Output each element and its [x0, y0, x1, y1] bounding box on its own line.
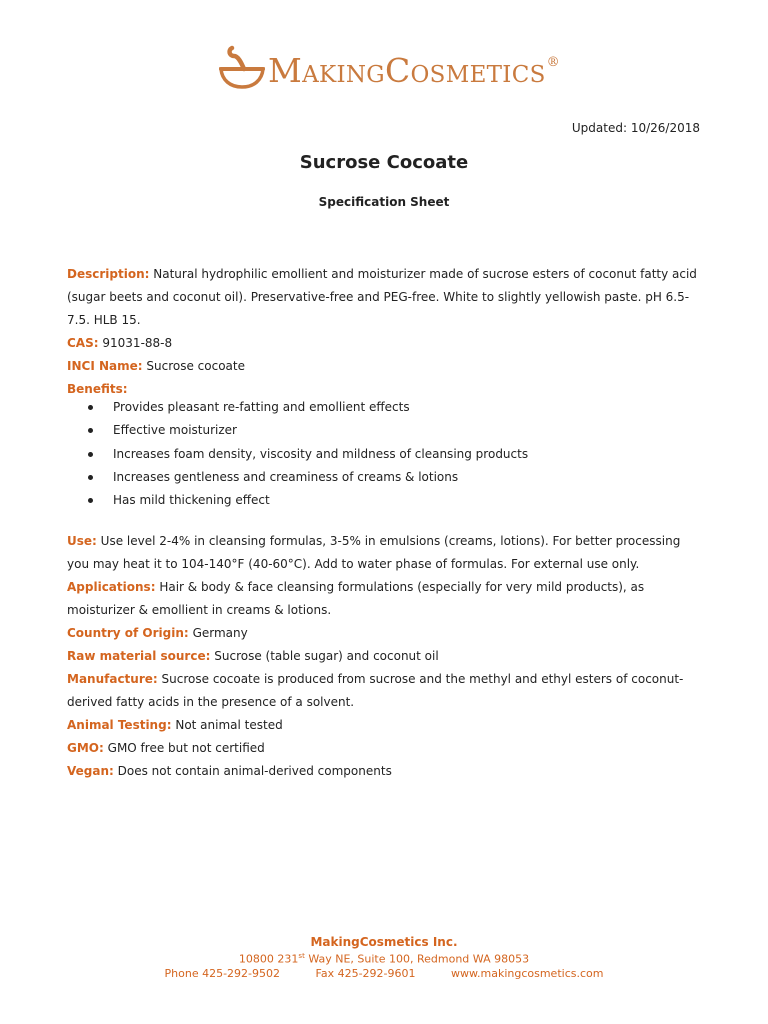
list-item: Provides pleasant re-fatting and emollient effects — [88, 396, 528, 419]
inci-label: INCI Name: — [67, 359, 143, 373]
footer-phone: Phone 425-292-9502 — [164, 966, 281, 980]
use-text: Use level 2-4% in cleansing formulas, 3-5% in emulsions (creams, lotions). For better processing you may heat it to 104-140°F (40-60°C). Add to water phase of formulas. For external use only. — [67, 534, 681, 571]
registered-mark: ® — [546, 55, 560, 70]
footer-fax: Fax 425-292-9601 — [315, 966, 416, 980]
gmo-label: GMO: — [67, 741, 104, 755]
benefits-label: Benefits: — [67, 382, 128, 396]
applications-text: Hair & body & face cleansing formulations (especially for very mild products), as moisturizer & emollient in creams & lotions. — [67, 580, 645, 617]
raw-source-label: Raw material source: — [67, 649, 211, 663]
animal-testing-block — [67, 714, 701, 737]
page-footer — [0, 935, 768, 981]
cas-label: CAS: — [67, 336, 99, 350]
footer-address: 10800 231st Way NE, Suite 100, Redmond WA 98053 — [238, 952, 530, 966]
animal-testing-label: Animal Testing: — [67, 718, 172, 732]
footer-website-link[interactable]: www.makingcosmetics.com — [451, 966, 604, 980]
gmo-block — [67, 737, 701, 760]
bullet-icon — [88, 498, 93, 503]
gmo-text: GMO free but not certified — [107, 741, 265, 755]
footer-contacts — [0, 967, 768, 981]
vegan-label: Vegan: — [67, 764, 114, 778]
manufacture-label: Manufacture: — [67, 672, 158, 686]
description-text: Natural hydrophilic emollient and moisturizer made of sucrose esters of coconut fatty acid (sugar beets and coconut oil). Preservative-free and PEG-free. White to slightly yellowish paste. pH 6.5-7.5. HLB 15. — [67, 267, 697, 327]
spec-intro — [67, 263, 701, 401]
applications-block — [67, 576, 701, 622]
manufacture-block — [67, 668, 701, 714]
vegan-block — [67, 760, 701, 783]
manufacture-text: Sucrose cocoate is produced from sucrose and the methyl and ethyl esters of coconut-derived fatty acids in the presence of a solvent. — [67, 672, 684, 709]
company-logo — [218, 40, 560, 90]
benefits-list — [88, 396, 528, 512]
spec-details — [67, 530, 701, 783]
cas-block — [67, 332, 701, 355]
vegan-text: Does not contain animal-derived components — [117, 764, 392, 778]
inci-text: Sucrose cocoate — [146, 359, 245, 373]
bullet-icon — [88, 428, 93, 433]
bullet-icon — [88, 475, 93, 480]
applications-label: Applications: — [67, 580, 156, 594]
logo-wordmark: MakingCosmetics® — [268, 51, 560, 90]
updated-date: Updated: 10/26/2018 — [571, 121, 700, 135]
use-label: Use: — [67, 534, 97, 548]
origin-block — [67, 622, 701, 645]
inci-block — [67, 355, 701, 378]
origin-text: Germany — [192, 626, 248, 640]
animal-testing-text: Not animal tested — [175, 718, 283, 732]
list-item: Increases gentleness and creaminess of creams & lotions — [88, 466, 528, 489]
bullet-icon — [88, 405, 93, 410]
bullet-icon — [88, 452, 93, 457]
use-block — [67, 530, 701, 576]
raw-source-text: Sucrose (table sugar) and coconut oil — [214, 649, 439, 663]
footer-company: MakingCosmetics Inc. — [310, 935, 458, 949]
raw-source-block — [67, 645, 701, 668]
origin-label: Country of Origin: — [67, 626, 189, 640]
page-title: Sucrose Cocoate — [299, 152, 469, 173]
list-item: Has mild thickening effect — [88, 489, 528, 512]
description-block — [67, 263, 701, 332]
description-label: Description: — [67, 267, 150, 281]
list-item: Increases foam density, viscosity and mildness of cleansing products — [88, 443, 528, 466]
list-item: Effective moisturizer — [88, 419, 528, 442]
mortar-pestle-icon — [218, 42, 266, 90]
cas-text: 91031-88-8 — [102, 336, 173, 350]
page-subtitle: Specification Sheet — [318, 195, 450, 209]
